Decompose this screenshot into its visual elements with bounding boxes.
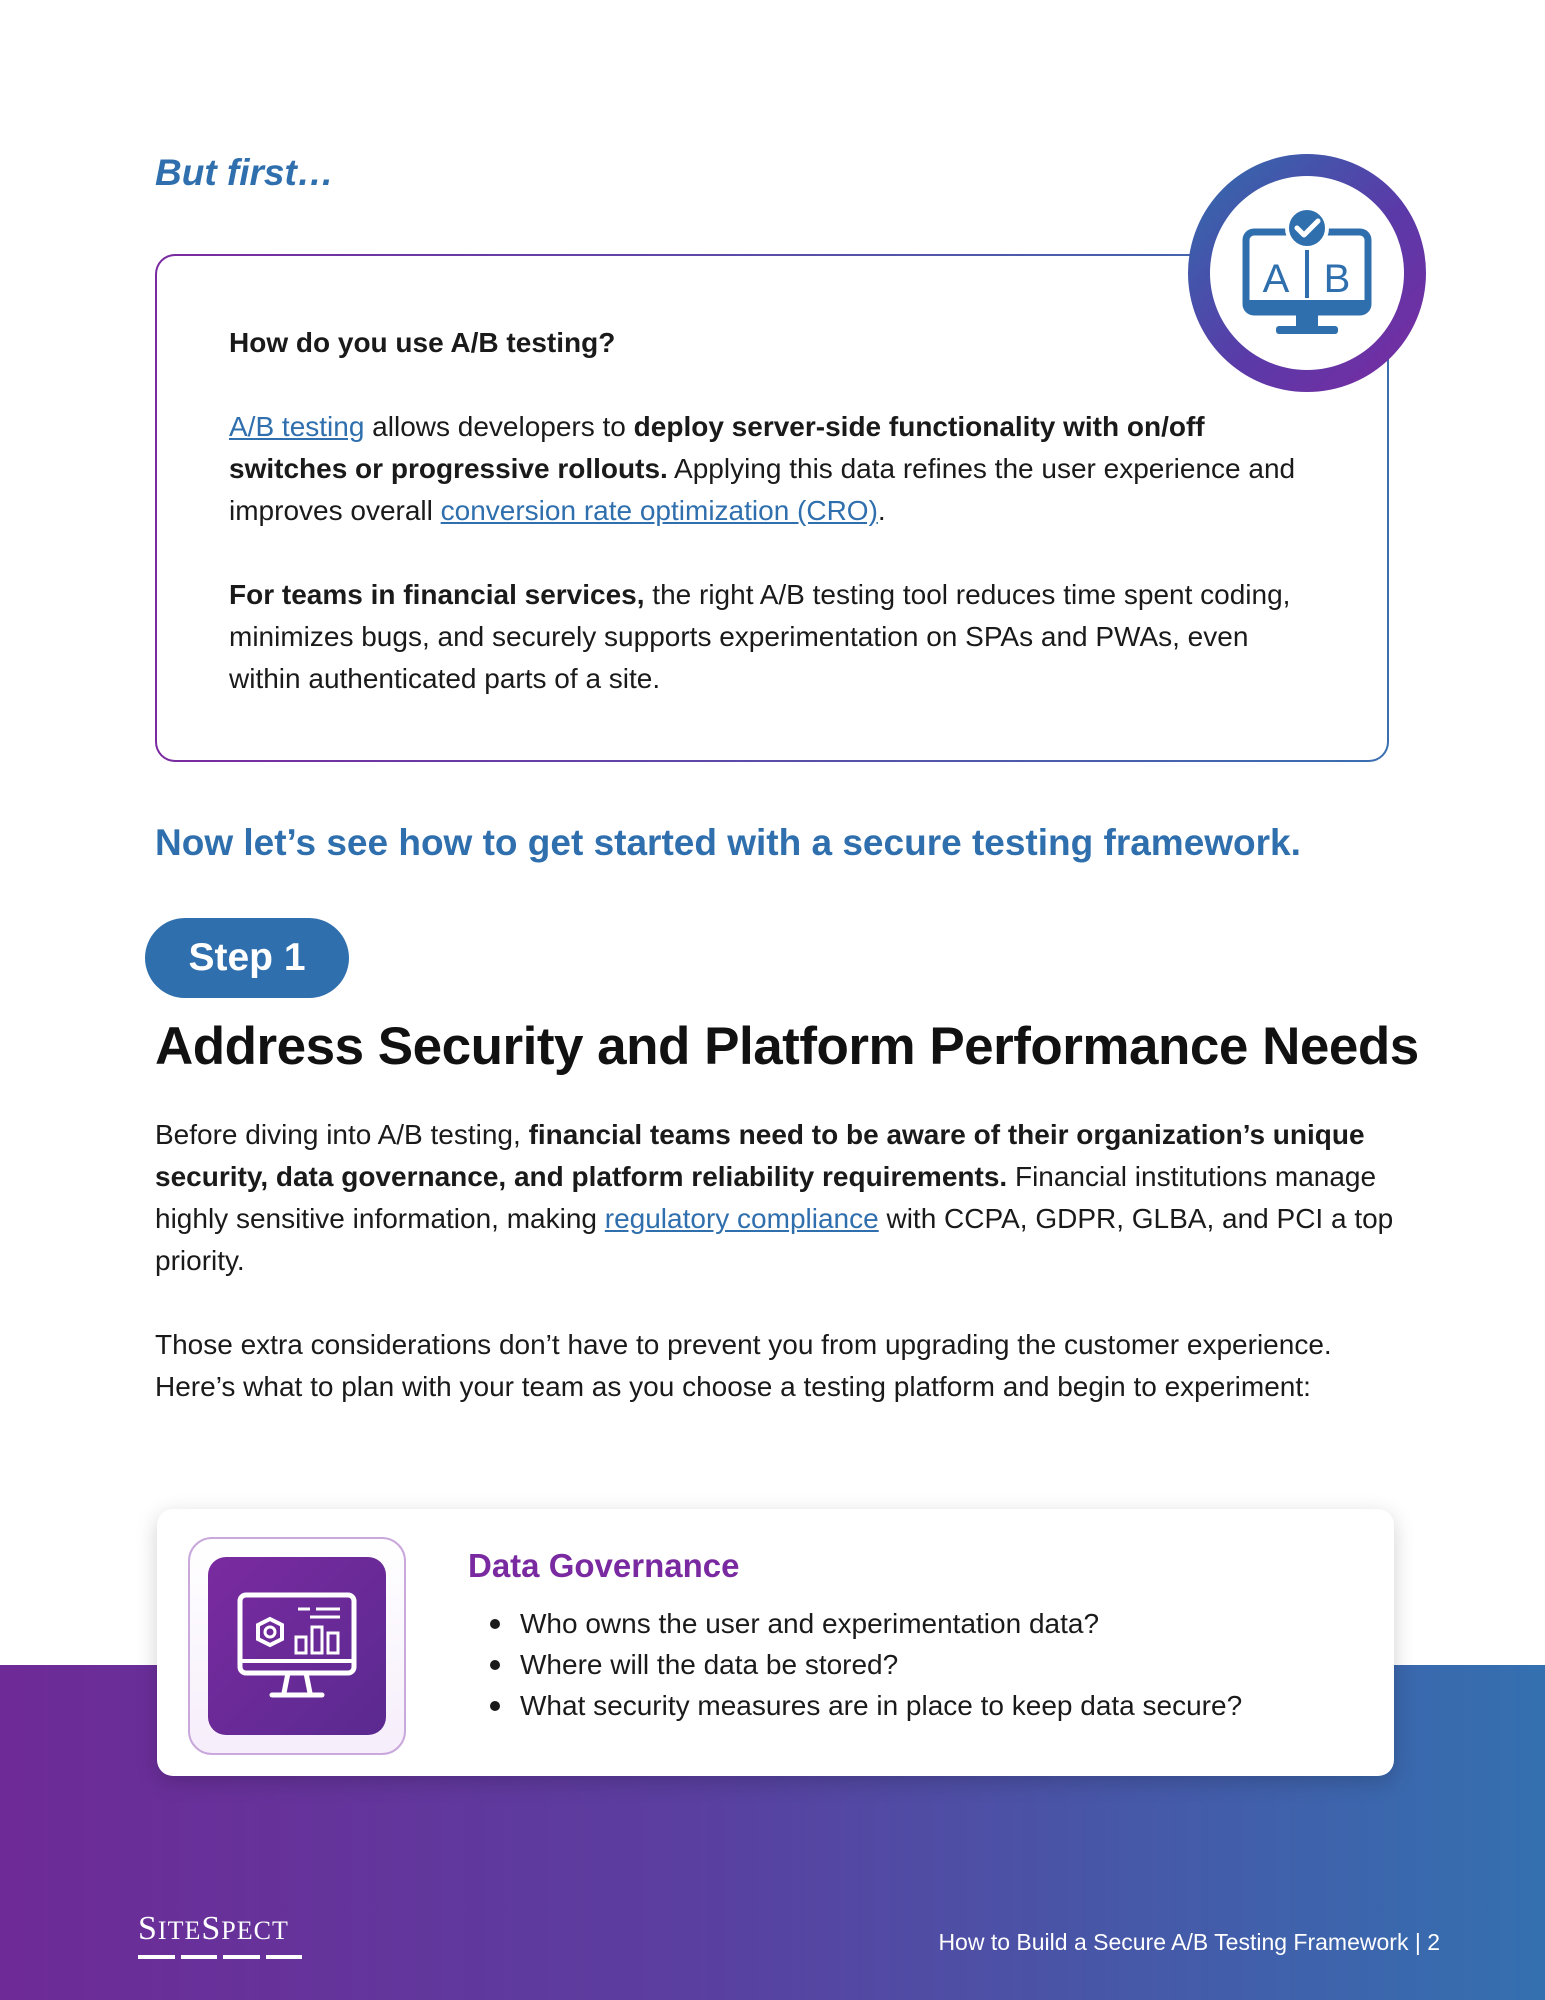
logo-underline — [138, 1955, 302, 1959]
intro-heading: But first… — [155, 152, 334, 193]
step-body — [155, 1114, 1405, 1450]
intro-paragraph-1: A/B testing allows developers to deploy server-side functionality with on/off switches or progressive rollouts. Applying this data refines the user experience and improves overall conversion rate optimization (CRO). — [229, 411, 1296, 526]
data-governance-list — [520, 1603, 1242, 1726]
list-item: What security measures are in place to keep data secure? — [520, 1685, 1242, 1726]
step-title: Address Security and Platform Performance Needs — [155, 1017, 1419, 1076]
data-dashboard-monitor-icon — [232, 1581, 362, 1711]
footer-page-label: How to Build a Secure A/B Testing Framework | 2 — [938, 1929, 1440, 1955]
regulatory-compliance-link[interactable]: regulatory compliance — [604, 1203, 879, 1234]
step-paragraph-1: Before diving into A/B testing, financial teams need to be aware of their organization’s unique security, data governance, and platform reliability requirements. Financial institutions manage highly sensitive information, making regulatory compliance with CCPA, GDPR, GLBA, and PCI a top priority. — [155, 1119, 1394, 1276]
ab-test-badge — [1188, 154, 1426, 392]
step-paragraph-2: Those extra considerations don’t have to prevent you from upgrading the customer experience. Here’s what to plan with your team as you choose a testing platform and begin to experiment: — [155, 1329, 1332, 1402]
badge-letter-a: A — [1262, 257, 1290, 301]
framework-heading: Now let’s see how to get started with a secure testing framework. — [155, 822, 1301, 863]
cro-link[interactable]: conversion rate optimization (CRO) — [440, 495, 878, 526]
step-badge: Step 1 — [145, 918, 349, 998]
intro-paragraph-2: For teams in financial services, the right A/B testing tool reduces time spent coding, minimizes bugs, and securely supports experimentation on SPAs and PWAs, even within authenticated parts of a site. — [229, 579, 1291, 694]
badge-letter-b: B — [1323, 257, 1351, 301]
list-item: Who owns the user and experimentation data? — [520, 1603, 1242, 1644]
ab-test-monitor-icon — [1232, 198, 1382, 348]
data-governance-card — [157, 1509, 1394, 1776]
sitespect-logo: SITESPECT — [138, 1910, 289, 1947]
list-item: Where will the data be stored? — [520, 1644, 1242, 1685]
data-governance-title: Data Governance — [468, 1547, 740, 1584]
data-governance-icon-frame — [188, 1537, 406, 1755]
intro-question: How do you use A/B testing? — [229, 327, 616, 358]
ab-testing-link[interactable]: A/B testing — [229, 411, 365, 442]
